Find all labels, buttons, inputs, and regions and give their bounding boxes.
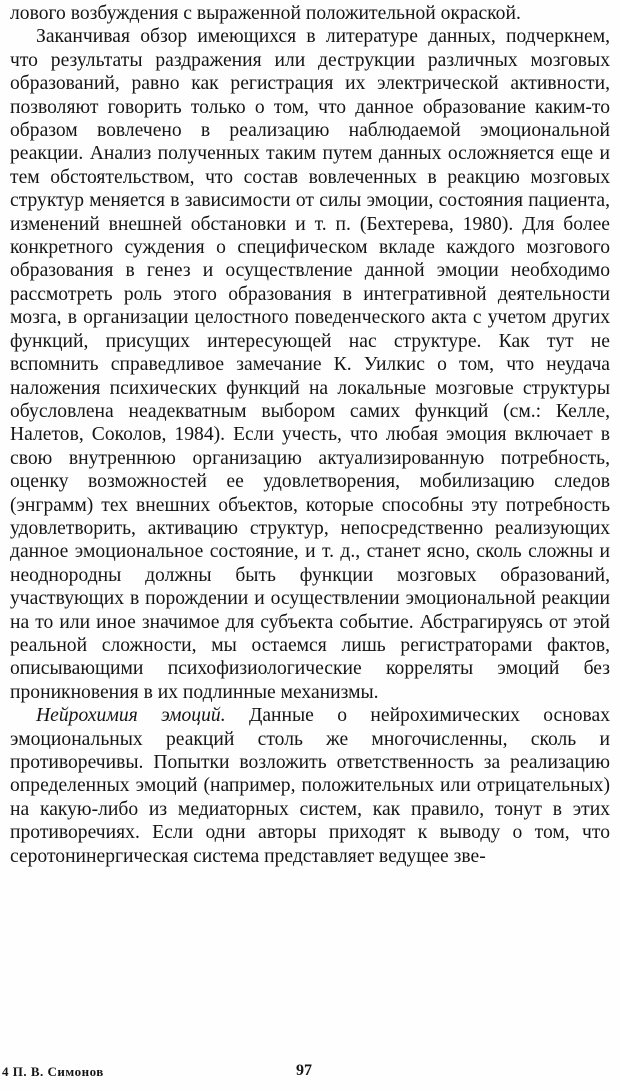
- paragraph-conclusion: [10, 25, 610, 704]
- section-lead-italic: Нейрохимия эмоций.: [36, 705, 226, 727]
- paragraph-neurochemistry: [10, 704, 610, 868]
- page-number: 97: [296, 1062, 312, 1079]
- paragraph-text: Данные о нейрохимических основах эмоциональных реакций столь же многочисленны, сколь и противоречивы. Попытки возложить ответственность за реализацию определенных эмоций (например, положительных или отрицательных) на какую-либо из медиаторных систем, как правило, тонут в этих противоречиях. Если одни авторы приходят к выводу о том, что серотонинергическая система представляет ведущее зве-: [10, 705, 610, 867]
- page-footer: [0, 1060, 620, 1086]
- paragraph-continuation: [10, 2, 610, 25]
- paragraph-text: Заканчивая обзор имеющихся в литературе данных, подчеркнем, что результаты раздражения или деструкции различных мозговых образований, равно как регистрация их электрической активности, позволяют говорить только о том, что данное образование каким-то образом вовлечено в реализацию наблюдаемой эмоциональной реакции. Анализ полученных таким путем данных осложняется еще и тем обстоятельством, что состав вовлеченных в реакцию мозговых структур меняется в зависимости от силы эмоции, состояния пациента, изменений внешней обстановки и т. п. (Бехтерева, 1980). Для более конкретного суждения о специфическом вкладе каждого мозгового образования в генез и осуществление данной эмоции необходимо рассмотреть роль этого образования в интегративной деятельности мозга, в организации целостного поведенческого акта с учетом других функций, присущих интересующей нас структуре. Как тут не вспомнить справедливое замечание К. Уилкис о том, что неудача наложения психических функций на локальные мозговые структуры обусловлена неадекватным выбором самих функций (см.: Келле, Налетов, Соколов, 1984). Если учесть, что любая эмоция включает в свою внутреннюю организацию актуализированную потребность, оценку возможностей ее удовлетворения, мобилизацию следов (энграмм) тех внешних объектов, которые способны эту потребность удовлетворить, активацию структур, непосредственно реализующих данное эмоциональное состояние, и т. д., станет ясно, сколь сложны и неоднородны должны быть функции мозговых образований, участвующих в порождении и осуществлении эмоциональной реакции на то или иное значимое для субъекта событие. Абстрагируясь от этой реальной сложности, мы остаемся лишь регистраторами фактов, описывающими психофизиологические корреляты эмоций без проникновения в их подлинные механизмы.: [10, 26, 610, 703]
- paragraph-text: лового возбуждения с выраженной положительной окраской.: [10, 3, 521, 24]
- printer-signature: 4 П. В. Симонов: [2, 1064, 104, 1079]
- body-text: [10, 2, 610, 868]
